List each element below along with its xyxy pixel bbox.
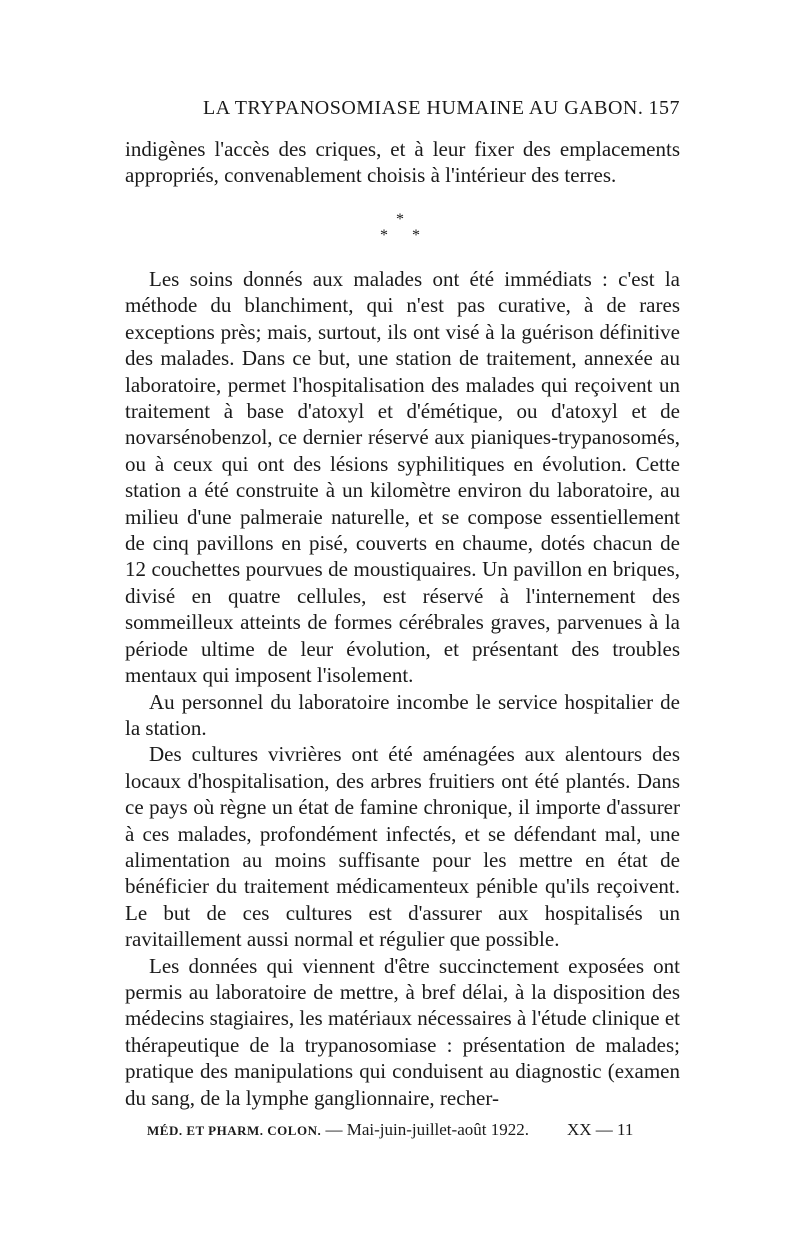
paragraph: Au personnel du laboratoire incombe le service hospitalier de la station.	[125, 689, 680, 740]
journal-name: MÉD. ET PHARM. COLON.	[147, 1123, 322, 1138]
page-header	[125, 97, 680, 127]
paragraph: indigènes l'accès des criques, et à leur fixer des emplacements appropriés, convenablement choisis à l'intérieur des terres.	[125, 137, 680, 188]
issue-dates: Mai-juin-juillet-août 1922.	[346, 1120, 529, 1139]
paragraph: Les données qui viennent d'être succinctement exposées ont permis au laboratoire de mettre, à bref délai, à la disposition des médecins stagiaires, les matériaux nécessaires à l'étude clinique et thérapeutique de la trypanosomiase : présentation de malades; pratique des manipulations qui conduisent au diagnostic (examen du sang, de la lymphe ganglionnaire, recher-	[125, 953, 680, 1110]
page-number: 157	[648, 97, 680, 119]
footer-dash: —	[325, 1120, 343, 1139]
asterism-top: *	[396, 211, 404, 228]
paragraph: Les soins donnés aux malades ont été immédiats : c'est la méthode du blanchiment, qui n'est pas curative, à de rares exceptions près; mais, surtout, ils ont visé à la guérison définitive des malades. Dans ce but, une station de traitement, annexée au laboratoire, permet l'hospitalisation des malades qui reçoivent un traitement à base d'atoxyl et d'émétique, ou d'atoxyl et de novarsénobenzol, ce dernier réservé aux pianiques-trypanosomés, ou à ceux qui ont des lésions syphilitiques en évolution. Cette station a été construite à un kilomètre environ du laboratoire, au milieu d'une palmeraie naturelle, et se compose essentiellement de cinq pavillons en pisé, couverts en chaume, dotés chacun de 12 couchettes pourvues de moustiquaires. Un pavillon en briques, divisé en quatre cellules, est réservé à l'internement des sommeilleux atteints de formes cérébrales graves, parvenues à la période ultime de leur évolution, et présentant des troubles mentaux qui imposent l'isolement.	[125, 267, 680, 688]
signature-mark: XX — 11	[567, 1120, 634, 1139]
text-block-intro	[125, 136, 680, 189]
asterism-bottom: * *	[380, 227, 430, 244]
text-block-main	[125, 266, 680, 1111]
asterism-divider	[370, 212, 430, 252]
running-title: LA TRYPANOSOMIASE HUMAINE AU GABON.	[203, 97, 644, 119]
page-footer	[147, 1120, 647, 1140]
paragraph: Des cultures vivrières ont été aménagées aux alentours des locaux d'hospitalisation, des arbres fruitiers ont été plantés. Dans ce pays où règne un état de famine chronique, il importe d'assurer à ces malades, profondément infectés, et se défendant mal, une alimentation au moins suffisante pour les mettre en état de bénéficier du traitement médicamenteux pénible qu'ils reçoivent. Le but de ces cultures est d'assurer aux hospitalisés un ravitaillement aussi normal et régulier que possible.	[125, 742, 680, 952]
